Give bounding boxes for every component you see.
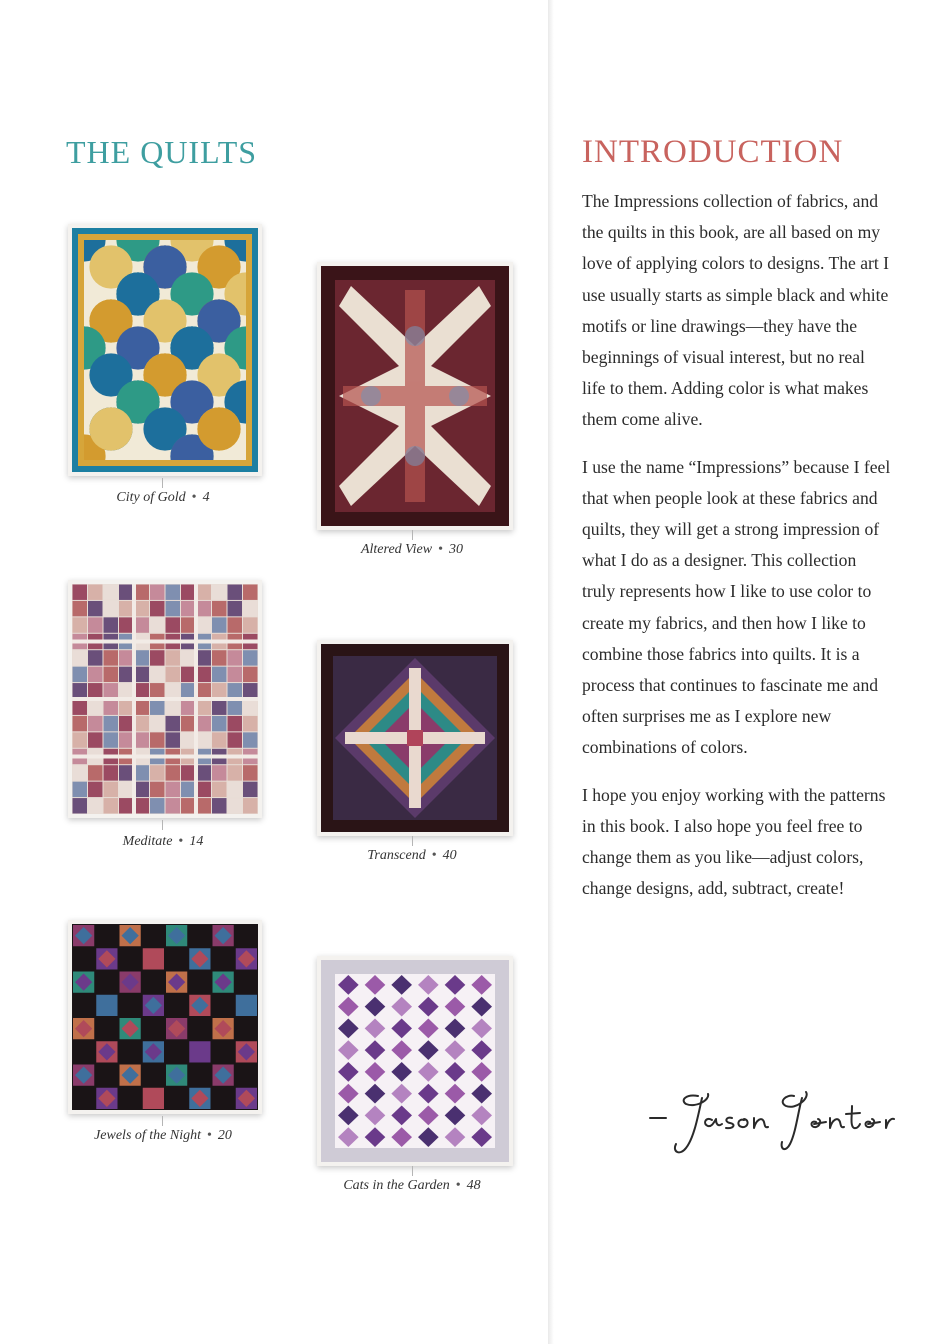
quilt-image-jewels-of-the-night	[68, 920, 262, 1114]
quilt-image-altered-view	[317, 262, 513, 530]
quilt-caption-city-of-gold	[68, 490, 258, 506]
quilt-name: City of Gold	[116, 490, 186, 505]
quilt-image-cats-in-the-garden	[317, 956, 513, 1166]
quilt-image-meditate	[68, 580, 262, 818]
bullet-separator: •	[191, 490, 197, 505]
caption-tick	[162, 478, 163, 488]
quilt-caption-transcend	[317, 848, 507, 864]
bullet-separator: •	[438, 542, 444, 557]
quilt-name: Jewels of the Night	[94, 1128, 202, 1143]
caption-tick	[162, 820, 163, 830]
quilt-page: 20	[217, 1128, 232, 1143]
caption-tick	[412, 530, 413, 540]
intro-paragraph: I use the name “Impressions” because I feel that when people look at these fabrics and quilts, they will get a strong impression of what I do as a designer. This collection truly represents how I like to use color to create my fabrics, and then how I like to combine those fabrics into quilts. It is a process that continues to fascinate me and often surprises me as I explore new combinations of colors.	[582, 456, 891, 758]
bullet-separator: •	[455, 1178, 461, 1193]
quilts-heading: THE QUILTS	[66, 134, 258, 170]
author-signature	[646, 1086, 896, 1160]
quilt-name: Cats in the Garden	[343, 1178, 450, 1193]
quilt-name: Meditate	[122, 834, 173, 849]
quilt-page: 14	[189, 834, 204, 849]
quilt-caption-meditate	[68, 834, 258, 850]
bullet-separator: •	[431, 848, 437, 863]
quilt-page: 40	[442, 848, 457, 863]
quilt-caption-cats-in-the-garden	[317, 1178, 507, 1194]
quilt-image-transcend	[317, 640, 513, 836]
intro-paragraph: I hope you enjoy working with the patterns in this book. I also hope you feel free to change them as you like—adjust colors, change designs, add, subtract, create!	[582, 784, 886, 899]
quilt-caption-jewels-of-the-night	[68, 1128, 258, 1144]
intro-paragraph: The Impressions collection of fabrics, and the quilts in this book, are all based on my love of applying colors to designs. The art I use usually starts as simple black and white motifs or line drawings—they have the beginnings of visual interest, but no real life to them. Adding color is what makes them come alive.	[582, 191, 890, 430]
caption-tick	[162, 1116, 163, 1126]
introduction-heading: INTRODUCTION	[582, 134, 844, 170]
quilt-page: 4	[202, 490, 210, 505]
bullet-separator: •	[207, 1128, 212, 1143]
quilt-page: 48	[466, 1178, 481, 1193]
quilt-name: Altered View	[360, 542, 433, 557]
quilt-name: Transcend	[367, 848, 426, 863]
caption-tick	[412, 836, 413, 846]
introduction-body	[582, 186, 892, 920]
bullet-separator: •	[178, 834, 184, 849]
quilt-page: 30	[449, 542, 464, 557]
quilt-image-city-of-gold	[68, 224, 262, 476]
quilt-caption-altered-view	[317, 542, 507, 558]
caption-tick	[412, 1166, 413, 1176]
